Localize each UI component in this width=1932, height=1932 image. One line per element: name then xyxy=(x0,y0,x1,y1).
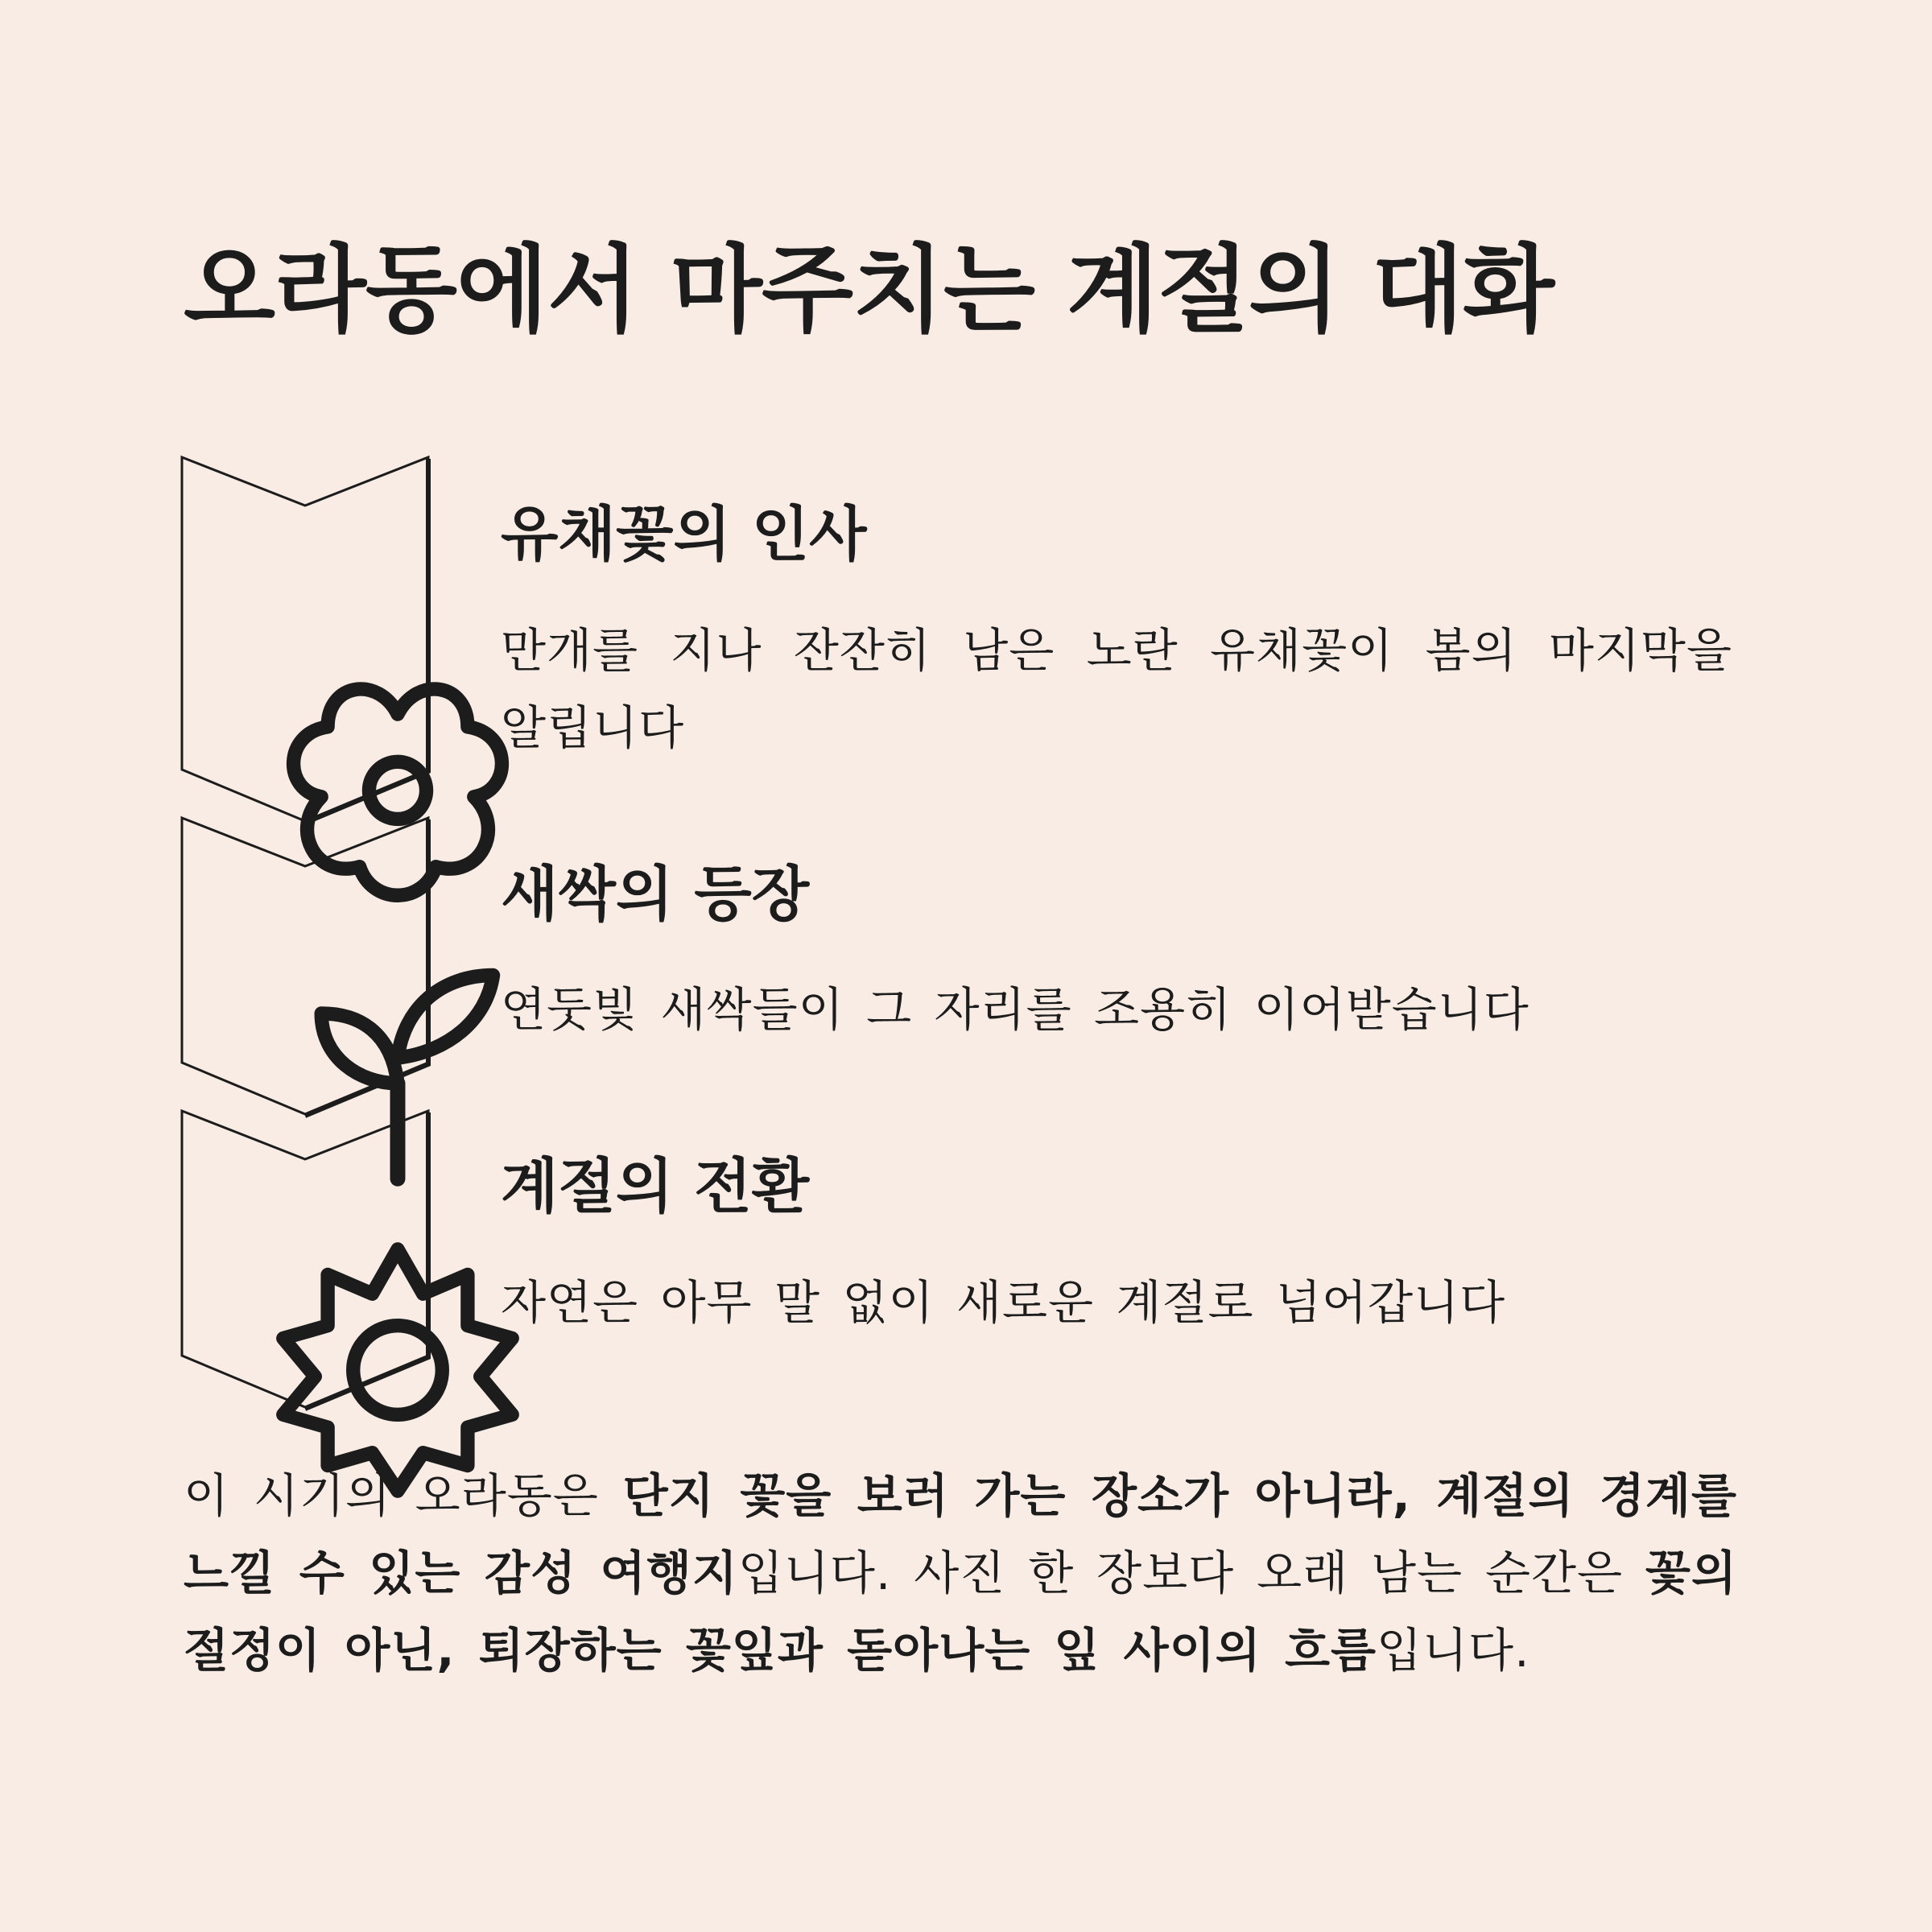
closing-text: 입니다. 사진 한 장보다 오래 남는 순간은 xyxy=(737,1546,1645,1600)
closing-text: 입니다. xyxy=(1377,1623,1530,1678)
page-title: 오라동에서 마주치는 계절의 대화 xyxy=(184,234,1554,345)
chevron-step-2 xyxy=(180,816,435,1116)
step-title: 새싹의 등장 xyxy=(501,860,810,929)
step-title: 유채꽃의 인사 xyxy=(501,500,867,569)
step-title: 계절의 전환 xyxy=(501,1152,810,1221)
closing-highlight: 단지 꽃을 보러 가는 장소가 아니라, 계절의 경계를 느낄 수 있는 감성 여행지 xyxy=(184,1468,1737,1600)
chevron-step-1 xyxy=(180,456,435,823)
step-description: 자연은 아무 말 없이 새로운 계절로 넘어갑니다 xyxy=(501,1275,1506,1330)
chevron-step-3 xyxy=(180,1109,435,1409)
closing-highlight: 꽃의 절정이 아닌, 퇴장하는 꽃잎과 돋아나는 잎 사이의 흐름 xyxy=(184,1546,1737,1678)
step-description: 연둣빛 새싹들이 그 자리를 조용히 이어받습니다 xyxy=(501,982,1530,1037)
closing-text: 이 시기의 오라동은 xyxy=(184,1468,623,1523)
closing-paragraph xyxy=(184,1457,1737,1689)
step-description: 만개를 지나 잔잔히 남은 노란 유채꽃이 봄의 마지막을 알립니다 xyxy=(501,623,1732,755)
